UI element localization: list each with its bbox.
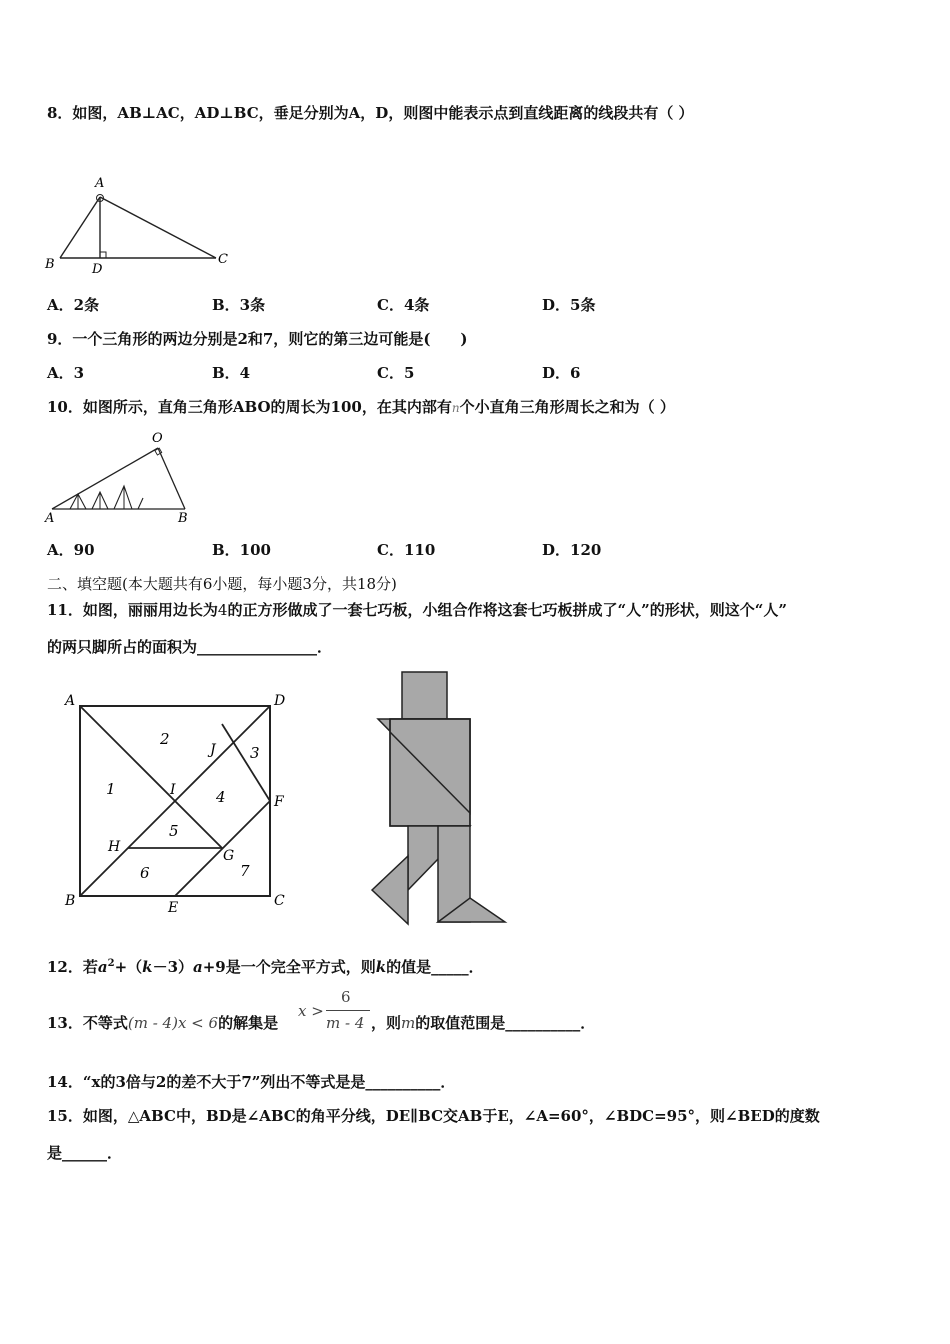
q8-option-b[interactable]: B．3条 — [212, 296, 266, 314]
q12-end: 的值是_____． — [386, 958, 484, 976]
q11-piece-1: 1 — [106, 780, 116, 798]
q11-label-g: G — [223, 848, 235, 864]
q11-line1 — [47, 600, 787, 620]
q11-piece-6: 6 — [140, 864, 150, 882]
q13-fraction-numerator: 6 — [341, 988, 351, 1006]
q12-tail: +9是一个完全平方式，则 — [202, 958, 376, 976]
q13-var-m: m — [401, 1014, 416, 1032]
q10-option-c[interactable]: C．110 — [377, 541, 436, 559]
q8-option-c[interactable]: C．4条 — [377, 296, 430, 314]
q12-exponent: 2 — [107, 958, 115, 969]
q10-side-ob — [158, 448, 185, 509]
q13-before: 13．不等式 — [47, 1014, 128, 1032]
q11-piece-2: 2 — [160, 730, 170, 748]
q12-before: 12．若 — [47, 958, 98, 976]
q11-label-h: H — [108, 839, 121, 855]
q13-after: ，则 — [371, 1014, 402, 1032]
q14-text: 14．“x的3倍与2的差不大于7”列出不等式是是__________． — [47, 1073, 456, 1091]
q11-tangram-person — [368, 668, 513, 930]
q10-option-b[interactable]: B．100 — [212, 541, 271, 559]
q9-option-b[interactable]: B．4 — [212, 364, 251, 382]
q11-label-a: A — [65, 693, 76, 709]
q12-after-k: －3） — [152, 958, 193, 976]
q10-text — [47, 397, 675, 418]
q11-label-d: D — [274, 693, 286, 709]
q10-option-d[interactable]: D．120 — [542, 541, 602, 559]
q10-option-a[interactable]: A．90 — [47, 541, 95, 559]
q11-line1-after: 的正方形做成了一套七巧板，小组合作将这套七巧板拼成了“人”的形状，则这个“人” — [227, 601, 787, 619]
q15-line1: 15．如图，△ABC中，BD是∠ABC的角平分线，DE∥BC交AB于E，∠A=60°，∠BDC=95°，则∠BED的度数 — [47, 1107, 820, 1125]
q11-label-f: F — [274, 794, 284, 810]
q9-text: 9．一个三角形的两边分别是2和7，则它的第三边可能是( ) — [47, 330, 468, 348]
q8-label-c: C — [218, 252, 228, 267]
q8-right-angle-d — [100, 252, 106, 258]
q8-option-d[interactable]: D．5条 — [542, 296, 596, 314]
q13-fraction-denominator: m - 4 — [326, 1014, 365, 1032]
q11-label-e: E — [168, 900, 179, 916]
q11-side-length: 4 — [217, 601, 228, 619]
q12-var-a: a — [97, 958, 108, 976]
q11-piece-5: 5 — [169, 822, 179, 840]
q11-line1-before: 11．如图，丽丽用边长为 — [47, 601, 218, 619]
q13-middle: 的解集是 — [218, 1014, 279, 1032]
q13-inequality: (m - 4)x < 6 — [127, 1014, 219, 1032]
q13-fraction-bar — [326, 1010, 370, 1011]
q10-text-before: 10．如图所示，直角三角形ABO的周长为100，在其内部有 — [47, 398, 452, 416]
q8-label-d: D — [92, 262, 103, 277]
q8-figure — [40, 170, 240, 280]
q11-piece-7: 7 — [240, 862, 250, 880]
q9-option-a[interactable]: A．3 — [47, 364, 85, 382]
q8-side-ac — [100, 197, 216, 258]
q8-option-a[interactable]: A．2条 — [47, 296, 100, 314]
q10-text-after: 个小直角三角形周长之和为（ ） — [459, 398, 675, 416]
q11-label-b: B — [65, 893, 76, 909]
q9-option-d[interactable]: D．6 — [542, 364, 581, 382]
q9-option-c[interactable]: C．5 — [377, 364, 415, 382]
q10-figure — [40, 428, 210, 528]
q13-text-after — [371, 1013, 595, 1033]
q12-middle: +（ — [114, 958, 143, 976]
q11-piece-4: 4 — [216, 788, 226, 806]
q8-side-ab — [60, 197, 100, 258]
q10-label-a: A — [45, 511, 55, 526]
q10-label-b: B — [178, 511, 188, 526]
q8-label-a: A — [95, 176, 105, 191]
q12-var-k2: k — [375, 958, 387, 976]
q12-var-a2: a — [193, 958, 203, 976]
q8-label-b: B — [45, 257, 55, 272]
q13-text-before — [47, 1013, 278, 1033]
q11-label-c: C — [274, 893, 285, 909]
section-2-heading: 二、填空题(本大题共有6小题，每小题3分，共18分) — [47, 575, 397, 593]
q11-tangram-square — [60, 690, 300, 920]
q8-text: 8．如图，AB⊥AC，AD⊥BC，垂足分别为A，D，则图中能表示点到直线距离的线段共有（ ） — [47, 104, 694, 122]
q11-line2: 的两只脚所占的面积为________________． — [47, 638, 333, 656]
q11-label-i: I — [170, 782, 176, 798]
q11-piece-3: 3 — [250, 744, 260, 762]
q13-solution-x: x > — [298, 1002, 324, 1020]
q12-text — [47, 954, 484, 977]
q11-label-j: J — [210, 742, 216, 758]
q10-small-triangles — [70, 486, 143, 509]
q12-var-k: k — [142, 958, 153, 976]
q10-var-n: n — [451, 401, 460, 415]
q15-line2: 是______． — [47, 1144, 123, 1162]
q10-label-o: O — [152, 431, 163, 446]
q13-end: 的取值范围是__________． — [415, 1014, 596, 1032]
